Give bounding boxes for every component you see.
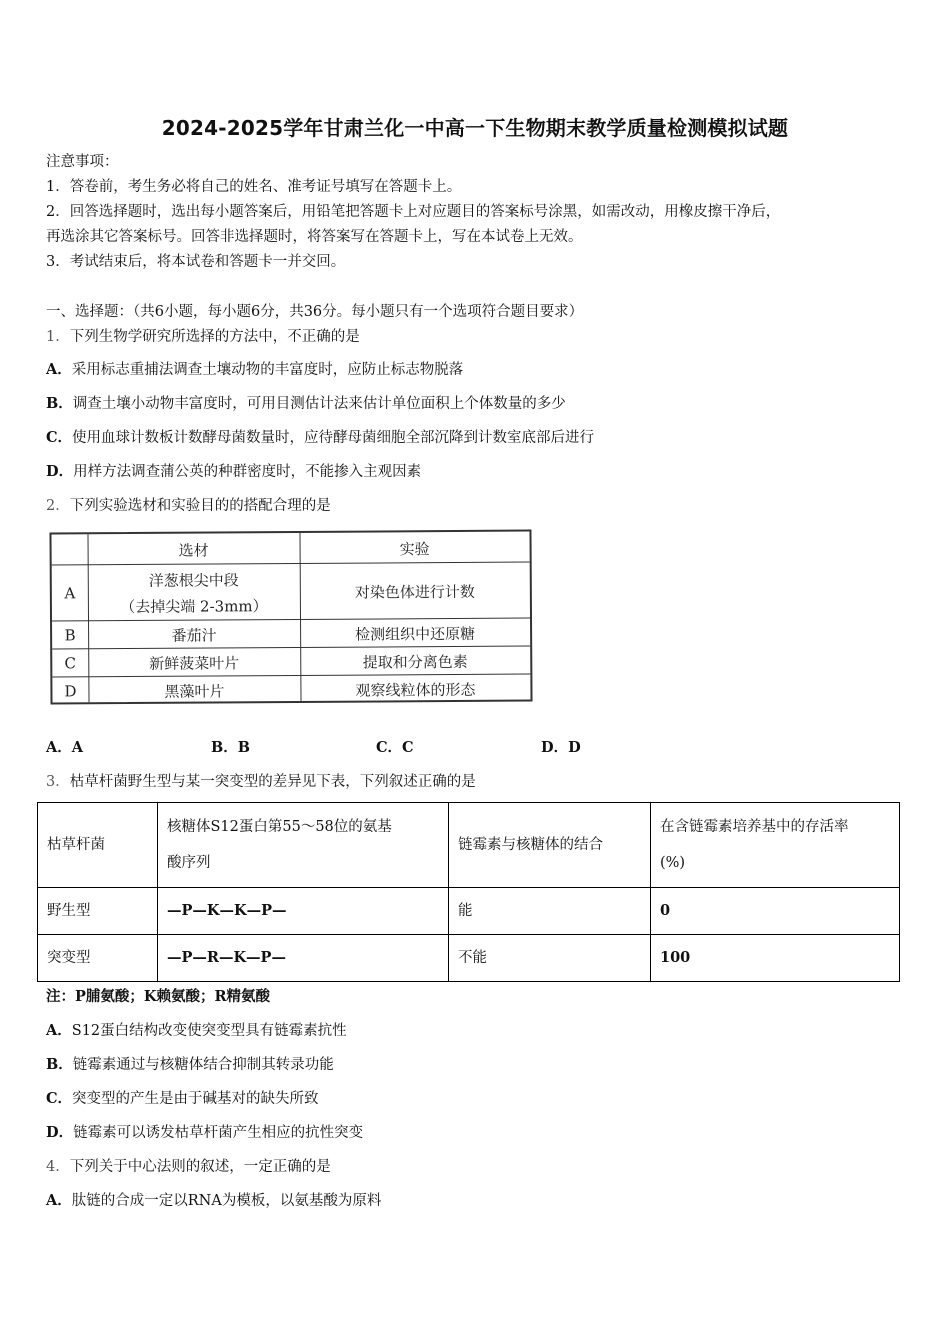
table-header-row [38,803,900,888]
table-cell: 提取和分离色素 [362,652,468,672]
table-row [38,888,900,935]
option-text: 肽链的合成一定以RNA为模板，以氨基酸为原料 [71,1193,382,1209]
q2-option-c: C．C [376,739,414,756]
table-cell: 100 [651,935,900,982]
q1-option-a [46,360,463,380]
question-number: 2． [46,498,70,514]
q2-option-d: D．D [541,739,581,756]
q3-option-b [46,1055,334,1075]
table-cell: 黑藻叶片 [164,682,225,701]
table-header [158,803,449,888]
notice-item: 3．考试结束后，将本试卷和答题卡一并交回。 [46,254,346,270]
header-line: (%) [660,855,686,871]
page-title: 2024-2025学年甘肃兰化一中高一下生物期末教学质量检测模拟试题 [161,116,789,140]
option-label: A． [46,1192,72,1209]
notice-item: 1．答卷前，考生务必将自己的姓名、准考证号填写在答题卡上。 [46,179,462,195]
table-cell: 新鲜菠菜叶片 [149,654,240,673]
option-text: 使用血球计数板计数酵母菌数量时，应待酵母菌细胞全部沉降到计数室底部后进行 [72,430,595,446]
table-cell: 突变型 [38,935,158,982]
section-heading: 一、选择题：（共6小题，每小题6分，共36分。每小题只有一个选项符合题目要求） [46,304,584,320]
notice-item: 再选涂其它答案标号。回答非选择题时，将答案写在答题卡上，写在本试卷上无效。 [46,229,583,245]
q3-option-a [46,1021,347,1041]
header-line: 在含链霉素培养基中的存活率 [660,819,849,835]
option-text: 采用标志重捕法调查土壤动物的丰富度时，应防止标志物脱落 [71,362,464,378]
table-header: 链霉素与核糖体的结合 [449,803,651,888]
table-cell: 检测组织中还原糖 [355,624,476,644]
table-cell: —P—R—K—P— [158,935,449,982]
table-cell: 野生型 [38,888,158,935]
table-line [52,646,530,650]
notice-heading: 注意事项： [46,154,119,170]
q1-option-c [46,428,594,448]
q1-option-d [46,462,421,482]
option-text: 链霉素可以诱发枯草杆菌产生相应的抗性突变 [73,1125,364,1141]
row-key: C [64,654,77,673]
table-cell: 不能 [449,935,651,982]
question-1 [46,327,360,347]
table-cell: 对染色体进行计数 [354,582,475,602]
q1-option-b [46,394,566,414]
question-4 [46,1157,331,1177]
question-stem: 下列关于中心法则的叙述，一定正确的是 [69,1159,331,1175]
option-label: C． [46,1090,73,1107]
table-line [52,674,530,678]
mutation-table [37,802,900,982]
table-cell: 0 [651,888,900,935]
option-text: 链霉素通过与核糖体结合抑制其转录功能 [72,1057,334,1073]
table-row [38,935,900,982]
q2-option-b: B．B [211,739,251,756]
row-key: D [64,682,77,701]
question-number: 4． [46,1159,70,1175]
question-stem: 枯草杆菌野生型与某一突变型的差异见下表，下列叙述正确的是 [69,774,476,790]
option-text: 用样方法调查蒲公英的种群密度时，不能掺入主观因素 [73,464,422,480]
option-text: 调查土壤小动物丰富度时，可用目测估计法来估计单位面积上个体数量的多少 [72,396,566,412]
question-stem: 下列实验选材和实验目的的搭配合理的是 [69,498,331,514]
table-header: 枯草杆菌 [38,803,158,888]
option-label: D． [46,1124,74,1141]
q3-option-d [46,1123,363,1143]
option-label: B． [46,395,73,412]
option-text: 突变型的产生是由于碱基对的缺失所致 [72,1091,319,1107]
table-note: 注：P脯氨酸；K赖氨酸；R精氨酸 [46,988,271,1005]
table-line [52,562,530,566]
option-text: S12蛋白结构改变使突变型具有链霉素抗性 [71,1023,347,1039]
q4-option-a [46,1191,381,1211]
option-label: A． [46,1022,72,1039]
option-label: C． [46,429,73,446]
question-3 [46,772,476,792]
row-key: B [64,626,76,645]
header-line: 酸序列 [167,855,211,871]
notice-item: 2．回答选择题时，选出每小题答案后，用铅笔把答题卡上对应题目的答案标号涂黑，如需改动，用橡皮擦干净后， [46,204,781,220]
q2-option-a: A．A [46,739,84,756]
option-label: D． [46,463,74,480]
table-header: 实验 [399,540,430,559]
table-cell: —P—K—K—P— [158,888,449,935]
question-stem: 下列生物学研究所选择的方法中，不正确的是 [69,329,360,345]
experiment-table [49,530,532,705]
table-cell: 能 [449,888,651,935]
question-number: 1． [46,329,70,345]
question-2 [46,496,331,516]
q3-option-c [46,1089,319,1109]
table-header [651,803,900,888]
header-line: 核糖体S12蛋白第55～58位的氨基 [167,819,392,835]
row-key: A [64,584,76,603]
option-label: A． [46,361,72,378]
table-cell: （去掉尖端 2-3mm） [120,597,268,617]
question-number: 3． [46,774,70,790]
table-header: 选材 [178,541,209,560]
table-cell: 番茄汁 [171,626,217,645]
table-line [52,618,530,622]
option-label: B． [46,1056,73,1073]
table-cell: 观察线粒体的形态 [355,680,476,700]
table-cell: 洋葱根尖中段 [148,571,239,590]
